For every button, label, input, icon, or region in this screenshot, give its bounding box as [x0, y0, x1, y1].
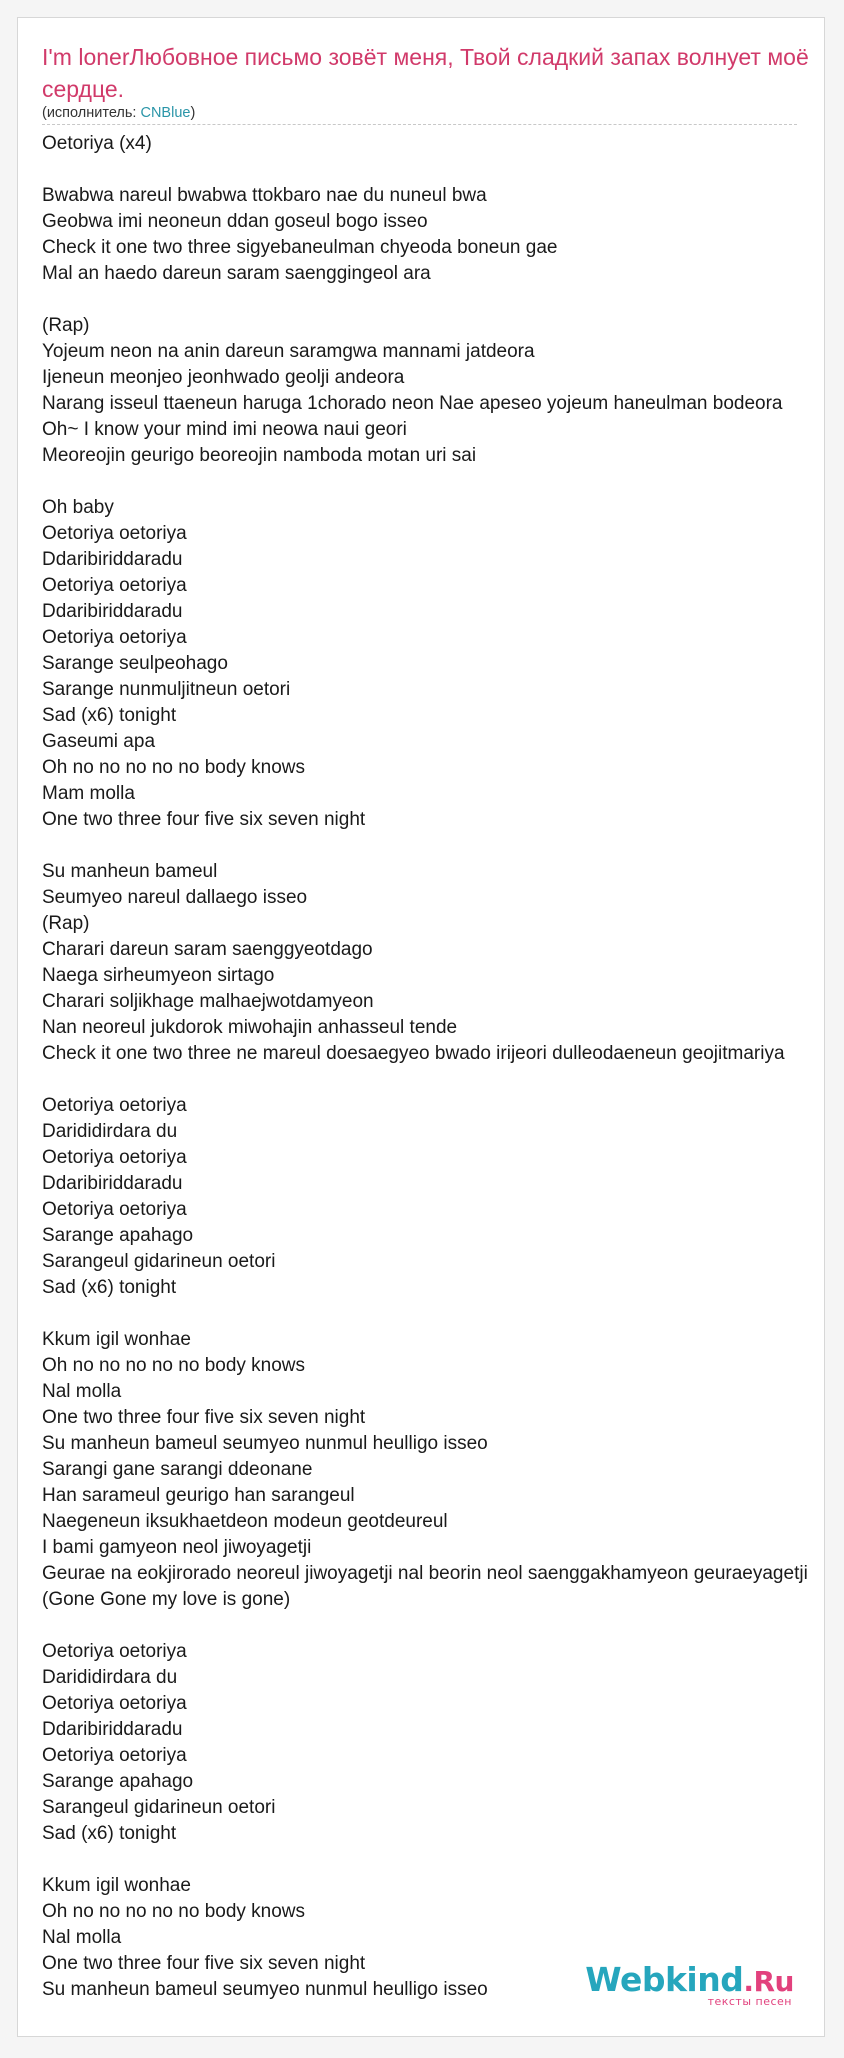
lyric-line: Darididirdara du	[42, 1667, 178, 1688]
lyric-line: Seumyeo nareul dallaego isseo	[42, 887, 308, 908]
lyric-line: Bwabwa nareul bwabwa ttokbaro nae du nuneul bwa	[42, 185, 487, 206]
lyric-line	[42, 1301, 825, 1327]
lyric-line: Oh no no no no no body knows	[42, 1901, 306, 1922]
lyric-line: Su manheun bameul	[42, 861, 218, 882]
lyric-line	[42, 833, 825, 859]
logo-tld: .Ru	[743, 1965, 794, 1998]
lyric-line: Sad (x6) tonight	[42, 705, 177, 726]
lyric-line	[42, 1613, 825, 1639]
divider	[42, 124, 797, 125]
song-title: I'm lonerЛюбовное письмо зовёт меня, Твой сладкий запах волнует моё сердце.	[42, 44, 809, 102]
lyric-line: Kkum igil wonhae	[42, 1329, 191, 1350]
lyric-line: Yojeum neon na anin dareun saramgwa mannami jatdeora	[42, 341, 535, 362]
lyric-line: Sarangeul gidarineun oetori	[42, 1797, 276, 1818]
lyric-line: One two three four five six seven night	[42, 809, 366, 830]
lyric-line: Oetoriya oetoriya	[42, 627, 187, 648]
lyric-line: Ddaribiriddaradu	[42, 549, 183, 570]
lyric-line: One two three four five six seven night	[42, 1953, 366, 1974]
lyric-line: Ijeneun meonjeo jeonhwado geolji andeora	[42, 367, 405, 388]
lyric-line: Mal an haedo dareun saram saenggingeol ara	[42, 263, 431, 284]
lyric-line: Nal molla	[42, 1381, 122, 1402]
lyric-line: Han sarameul geurigo han sarangeul	[42, 1485, 355, 1506]
logo-subtitle: тексты песен	[707, 1995, 792, 2008]
lyric-line: Mam molla	[42, 783, 135, 804]
artist-suffix: )	[190, 105, 196, 121]
lyric-line	[42, 1067, 825, 1093]
artist-prefix: (исполнитель:	[42, 105, 141, 121]
lyric-line: Oetoriya oetoriya	[42, 523, 187, 544]
lyric-line: Su manheun bameul seumyeo nunmul heulligo isseo	[42, 1979, 488, 2000]
lyric-line: Check it one two three ne mareul doesaegyeo bwado irijeori dulleodaeneun geojitmariya	[42, 1043, 785, 1064]
lyric-line: Charari dareun saram saenggyeotdago	[42, 939, 373, 960]
site-logo[interactable]	[585, 1960, 794, 2008]
logo-wordmark	[585, 1960, 794, 1999]
lyric-line: Ddaribiriddaradu	[42, 1719, 183, 1740]
lyric-line: Ddaribiriddaradu	[42, 601, 183, 622]
lyric-line: Sad (x6) tonight	[42, 1823, 177, 1844]
lyric-line: Geurae na eokjirorado neoreul jiwoyagetji nal beorin neol saenggakhamyeon geuraeyagetji	[42, 1563, 808, 1584]
lyric-line: Sarangeul gidarineun oetori	[42, 1251, 276, 1272]
lyric-line: Oetoriya oetoriya	[42, 1095, 187, 1116]
lyric-line	[42, 287, 825, 313]
lyric-line: Check it one two three sigyebaneulman chyeoda boneun gae	[42, 237, 558, 258]
lyric-line: Oetoriya oetoriya	[42, 1199, 187, 1220]
lyric-line: Sarangi gane sarangi ddeonane	[42, 1459, 313, 1480]
lyric-line: Sarange apahago	[42, 1225, 194, 1246]
lyric-line: Oetoriya oetoriya	[42, 1745, 187, 1766]
lyric-line: Oh~ I know your mind imi neowa naui geori	[42, 419, 407, 440]
lyric-line: I bami gamyeon neol jiwoyagetji	[42, 1537, 312, 1558]
lyric-line: Oetoriya oetoriya	[42, 1693, 187, 1714]
lyric-line: Oetoriya oetoriya	[42, 1641, 187, 1662]
lyric-line: One two three four five six seven night	[42, 1407, 366, 1428]
lyric-line: Oh no no no no no body knows	[42, 1355, 306, 1376]
lyric-line: Naega sirheumyeon sirtago	[42, 965, 275, 986]
lyric-line: Ddaribiriddaradu	[42, 1173, 183, 1194]
lyric-line	[42, 469, 825, 495]
lyric-line: Sarange seulpeohago	[42, 653, 228, 674]
artist-line	[42, 104, 195, 122]
lyric-line: Oetoriya oetoriya	[42, 575, 187, 596]
artist-link[interactable]: CNBlue	[140, 105, 191, 121]
logo-main-text: Webkind	[585, 1960, 744, 1999]
lyric-line: Darididirdara du	[42, 1121, 178, 1142]
lyric-line: (Rap)	[42, 315, 90, 336]
lyric-line: Meoreojin geurigo beoreojin namboda motan uri sai	[42, 445, 477, 466]
lyric-line	[42, 1847, 825, 1873]
lyric-line: Nan neoreul jukdorok miwohajin anhasseul tende	[42, 1017, 458, 1038]
lyric-line: Naegeneun iksukhaetdeon modeun geotdeureul	[42, 1511, 448, 1532]
lyric-line: Oh baby	[42, 497, 114, 518]
lyric-line: Sarange apahago	[42, 1771, 194, 1792]
lyric-line: Charari soljikhage malhaejwotdamyeon	[42, 991, 374, 1012]
lyric-line: Nal molla	[42, 1927, 122, 1948]
lyric-line: Gaseumi apa	[42, 731, 156, 752]
lyric-line: Kkum igil wonhae	[42, 1875, 191, 1896]
lyric-line: Su manheun bameul seumyeo nunmul heulligo isseo	[42, 1433, 488, 1454]
lyric-line: Geobwa imi neoneun ddan goseul bogo isseo	[42, 211, 428, 232]
lyric-line: Oh no no no no no body knows	[42, 757, 306, 778]
lyric-line: Sarange nunmuljitneun oetori	[42, 679, 291, 700]
lyric-line: (Rap)	[42, 913, 90, 934]
lyrics-text	[42, 131, 825, 2003]
lyric-line: Sad (x6) tonight	[42, 1277, 177, 1298]
lyrics-card	[17, 17, 825, 2037]
lyric-line: Oetoriya (x4)	[42, 133, 152, 154]
lyric-line: Oetoriya oetoriya	[42, 1147, 187, 1168]
lyric-line	[42, 157, 825, 183]
lyric-line: Narang isseul ttaeneun haruga 1chorado neon Nae apeseo yojeum haneulman bodeora	[42, 393, 783, 414]
lyric-line: (Gone Gone my love is gone)	[42, 1589, 291, 1610]
